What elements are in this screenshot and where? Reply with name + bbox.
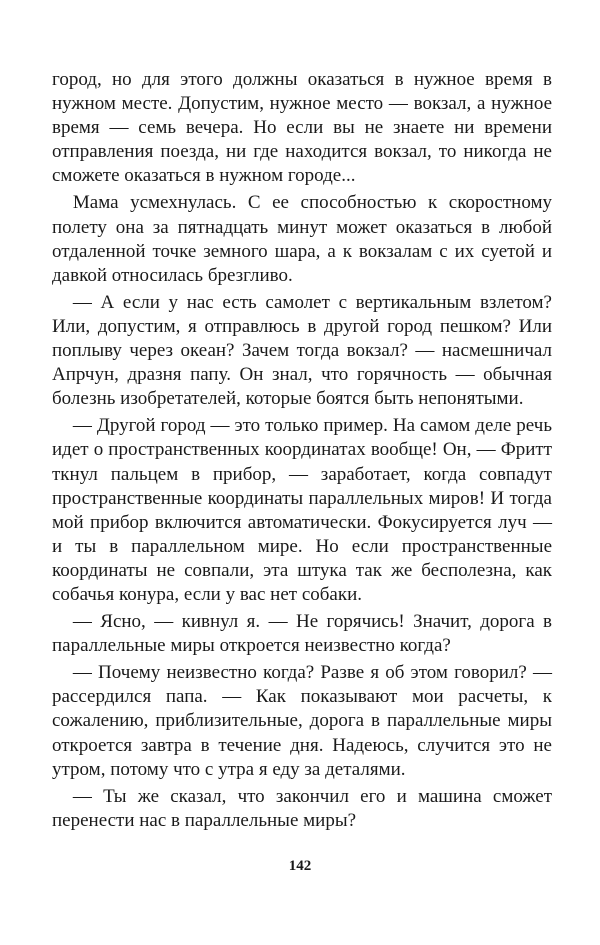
paragraph-5: — Ясно, — кивнул я. — Не горячись! Значит, дорога в параллельные миры откроется неизвестно когда? (52, 611, 552, 657)
paragraph-7: — Ты же сказал, что закончил его и машина сможет перенести нас в параллельные миры? (52, 785, 552, 831)
page-number: 142 (288, 858, 312, 874)
page-body (52, 68, 552, 836)
paragraph-3: — А если у нас есть самолет с вертикальным взлетом? Или, допустим, я отправлюсь в другой город пешком? Или поплыву через океан? Зачем тогда вокзал? — насмешничал Апрчун, дразня папу. Он знал, что горячность — обычная болезнь изобретателей, которые боятся быть непонятыми. (52, 291, 552, 410)
paragraph-2: Мама усмехнулась. С ее способностью к скоростному полету она за пятнадцать минут может оказаться в любой отдаленной точке земного шара, а к вокзалам с их суетой и давкой относилась брезгливо. (52, 192, 552, 286)
paragraph-1: город, но для этого должны оказаться в нужное время в нужном месте. Допустим, нужное место — вокзал, а нужное время — семь вечера. Но если вы не знаете ни времени отправления поезда, ни где находится вокзал, то никогда не сможете оказаться в нужном городе... (52, 69, 552, 187)
paragraph-6: — Почему неизвестно когда? Разве я об этом говорил? — рассердился папа. — Как показывают мои расчеты, к сожалению, приблизительные, дорога в параллельные миры откроется завтра в течение дня. Надеюсь, случится это не утром, потому что с утра я еду за деталями. (52, 662, 552, 780)
paragraph-4: — Другой город — это только пример. На самом деле речь идет о пространственных координатах вообще! Он, — Фритт ткнул пальцем в прибор, — заработает, когда совпадут пространственные координаты параллельных миров! И тогда мой прибор включится автоматически. Фокусируется луч — и ты в параллельном мире. Но если пространственные координаты не совпали, эта штука так же бесполезна, как собачья конура, если у вас нет собаки. (52, 415, 552, 605)
